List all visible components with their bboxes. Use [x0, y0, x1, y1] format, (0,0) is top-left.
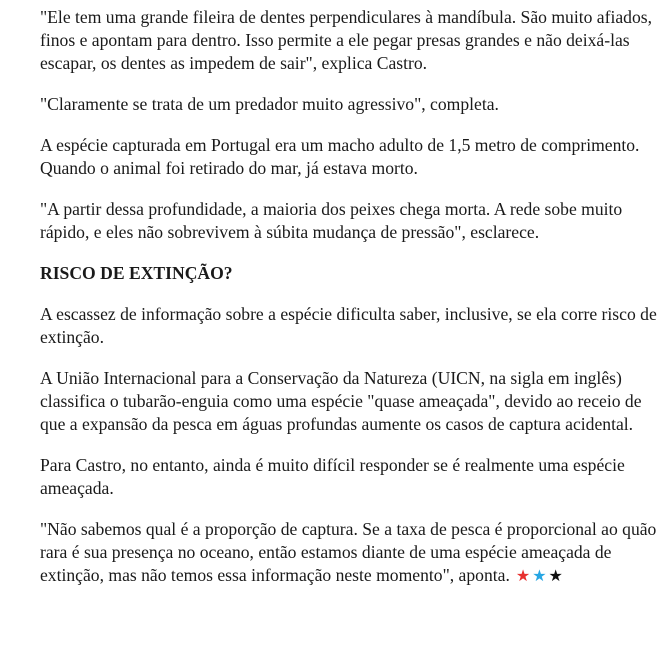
paragraph-capture-rate-text: "Não sabemos qual é a proporção de captura. Se a taxa de pesca é proporcional ao quão rara é sua presença no oceano, então estamos diante de uma espécie ameaçada de extinção, mas não temos essa informação neste momento", aponta.: [40, 519, 657, 585]
paragraph-portugal-specimen: A espécie capturada em Portugal era um macho adulto de 1,5 metro de comprimento. Quando o animal foi retirado do mar, já estava morto.: [40, 135, 640, 178]
paragraph-information-scarcity: A escassez de informação sobre a espécie dificulta saber, inclusive, se ela corre risco de extinção.: [40, 304, 657, 347]
paragraph-teeth-quote: "Ele tem uma grande fileira de dentes perpendiculares à mandíbula. São muito afiados, finos e apontam para dentro. Isso permite a ele pegar presas grandes e não deixá-las escapar, os dentes as impedem de sair", explica Castro.: [40, 7, 652, 73]
star-black-icon: ★: [548, 568, 565, 585]
star-blue-icon: ★: [532, 568, 549, 585]
paragraph-iucn-classification: A União Internacional para a Conservação da Natureza (UICN, na sigla em inglês) classifica o tubarão-enguia como uma espécie "quase ameaçada", devido ao receio de que a expansão da pesca em águas profundas aumente os casos de captura acidental.: [40, 368, 642, 434]
paragraph-predator-quote: "Claramente se trata de um predador muito agressivo", completa.: [40, 94, 499, 114]
star-red-icon: ★: [515, 568, 533, 585]
end-of-article-stars: [516, 565, 565, 588]
paragraph-depth-quote: "A partir dessa profundidade, a maioria dos peixes chega morta. A rede sobe muito rápido, e eles não sobrevivem à súbita mudança de pressão", esclarece.: [40, 199, 623, 242]
paragraph-castro-difficulty: Para Castro, no entanto, ainda é muito difícil responder se é realmente uma espécie ameaçada.: [40, 455, 625, 498]
section-heading: RISCO DE EXTINÇÃO?: [40, 263, 233, 283]
paragraph-capture-rate-quote: [40, 518, 663, 588]
